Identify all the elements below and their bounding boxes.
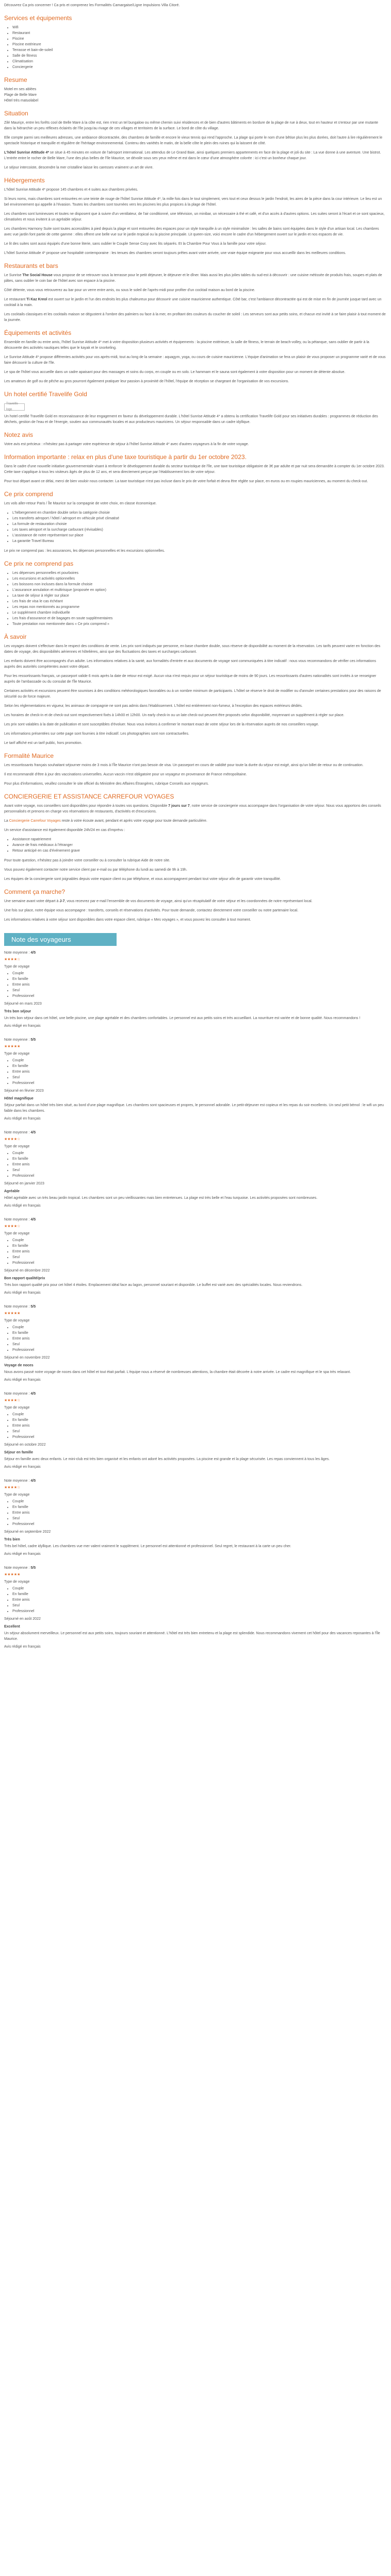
rating-stars-icon: ★★★★★ [4,1312,21,1315]
review-score: 5/5 [30,1566,36,1570]
equipements-title: Équipements et activités [4,329,72,336]
list-item: • Seul [12,1075,387,1080]
list-item: • Professionnel [12,1521,387,1527]
text-segment: , vous recevrez par e-mail l'ensemble de vos documents de voyage, ainsi qu'un récapitulatif de votre séjour et les coordonnées de notre représentant local. [64,900,313,903]
list-item: • Seul [12,1603,387,1608]
pascomp-list [4,570,387,627]
list-item: • Les boissons non incluses dans la formule choisie [12,582,387,587]
list-item: • Entre amis [12,1336,387,1342]
list-item: • Couple [12,971,387,976]
list-item: • Couple [12,1325,387,1330]
review-language: Avis rédigé en français [4,1024,41,1028]
paragraph: Les cocktails classiques et les cocktails maison se dégustent à l'ombre des palmiers ou face à la mer, en profitant des couleurs du coucher de soleil : Les serveurs sont aux petits soins, et chacun est invité à se faire plaisir à tout moment de la journée. [4,313,386,322]
list-item: • Le supplément chambre individuelle [12,610,387,616]
paragraph [4,273,387,284]
list-item: • Couple [12,1412,387,1417]
review-types-list [4,1412,387,1440]
text-emphasis: 7 jours sur 7 [168,804,190,808]
text-segment: et vous accompagnent pendant tout votre séjour afin de garantir votre tranquillité. [151,877,281,881]
paragraph: Ensemble en famille ou entre amis, l'hôtel Sunrise Attitude 4* met à votre disposition plusieurs activités et équipements : la piscine extérieure, la salle de fitness, le terrain de beach-volley, ou la pétanque, sans oublier de partir à la découverte des activités nautiques telles que le kayak et le snorkeling. [4,341,369,350]
paragraph: Les voyages doivent s'effectuer dans le respect des conditions de vente. Les prix sont indiqués par personne, en base chambre double, sous réserve de disponibilité au moment de la réservation. Les tarifs peuvent varier en fonction des dates de voyage, des disponibilités aériennes et hôtelières, ainsi que des fluctuations des taxes et surcharges carburant. [4,645,381,654]
paragraph: Certaines activités et excursions peuvent être soumises à des conditions météorologiques favorables ou à un nombre minimum de participants. L'hôtel se réserve le droit de modifier ou d'annuler certaines prestations pour des raisons de sécurité ou de force majeure. [4,689,381,699]
paragraph: Un hotel certifié Travelife Gold en reconnaissance de leur engagement en faveur du développement durable. L'hôtel Sunrise Attitude 4* a obtenu la certification Travelife Gold pour ses initiatives durables : programmes de réduction des déchets, gestion de l'eau et de l'énergie, soutien aux communautés locales et aux producteurs mauriciens. Un séjour responsable dans un cadre idyllique. [4,415,378,424]
rating-stars-icon: ★★★★☆ [4,1486,21,1489]
review-types-list [4,1058,387,1086]
review-date: octobre 2022 [24,1443,46,1447]
review-title: Excellent [4,1625,20,1629]
list-item: • Seul [12,1429,387,1434]
review-date: septembre 2022 [24,1530,51,1534]
resume-line: Hôtel très matuolabel [4,99,39,103]
review-score: 5/5 [30,1305,36,1309]
paragraph: Les informations relatives à votre séjour sont disponibles dans votre espace client, rubrique « Mes voyages », et vous pouvez les consulter à tout moment. [4,918,251,922]
list-item: • En famille [12,1243,387,1249]
list-item: • Conciergerie [12,64,387,70]
review-date-label: Séjourné en [4,1089,24,1093]
review-types-label: Type de voyage [4,1232,30,1235]
paragraph [4,150,387,161]
list-item: • En famille [12,1330,387,1336]
review-types-list [4,1150,387,1179]
paragraph: Une fois sur place, notre équipe vous accompagne : transferts, conseils et réservations d'activités. Pour toute demande, contactez directement votre conseiller ou notre partenaire local. [4,909,299,912]
review-language: Avis rédigé en français [4,1465,41,1469]
paragraph: Un service d'assistance est également disponible 24h/24 en cas d'imprévu : [4,828,125,832]
review-title: Voyage de noces [4,1364,34,1367]
review-language: Avis rédigé en français [4,1204,41,1208]
review-title: Très bien [4,1538,20,1541]
paragraph: Il est recommandé d'être à jour des vaccinations universelles. Aucun vaccin n'est obligatoire pour un voyageur en provenance de France métropolitaine. [4,773,247,776]
travelife-logo-image: Travelife logo [4,403,25,411]
paragraph: Le lit des suites sont aussi équipés d'une bonne literie, sans oublier le Couple Sense Cosy avec lits séparés. Et la Chambre Pour Vous à la famille pour votre séjour. [4,242,267,246]
list-item: • Les repas non mentionnés au programme [12,604,387,610]
review-types-list [4,1499,387,1527]
paragraph [4,818,387,824]
list-item: • En famille [12,976,387,982]
review-score: 4/5 [30,1218,36,1222]
review-types-label: Type de voyage [4,1319,30,1323]
text-segment: La [4,819,9,823]
list-item: • La taxe de séjour à régler sur place [12,593,387,599]
review-types-list [4,1325,387,1353]
text-segment: reste à votre écoute avant, pendant et après votre voyage pour toute demande particulière. [60,819,207,823]
review-date: mars 2023 [24,1002,42,1006]
review-score: 4/5 [30,1479,36,1483]
list-item: • Seul [12,1516,387,1521]
list-item: • En famille [12,1591,387,1597]
resume-line: Motel en ses ablées [4,88,37,91]
review-note-row: Note moyenne : 4/5 [4,951,36,955]
savoir-title: À savoir [4,633,27,640]
paragraph: Selon les réglementations en vigueur, les animaux de compagnie ne sont pas admis dans l'établissement. L'hôtel est entièrement non-fumeur, à l'exception des espaces extérieurs dédiés. [4,704,303,708]
conciergerie-title: CONCIERGERIE ET ASSISTANCE CARREFOUR VOYAGES [4,793,174,800]
situation-title: Situation [4,110,28,117]
formalite-title: Formalité Maurice [4,752,54,759]
review-score: 4/5 [30,951,36,955]
list-item: • Entre amis [12,1510,387,1516]
paragraph [4,803,387,815]
list-item: • Couple [12,1499,387,1504]
review-language: Avis rédigé en français [4,1378,41,1382]
review-types-list [4,1238,387,1266]
review-note-label: Note moyenne [4,1131,28,1134]
list-item: • Assistance rapatriement [12,837,387,842]
rating-stars-icon: ★★★★★ [4,1045,21,1048]
text-segment: , notre service de conciergerie vous accompagne dans l'organisation de votre séjour. Nous vous apportons des conseils personnalisés et prenons en charge vos réservations de restaurants, d'activités et d'excursions. [4,804,381,814]
review-date-row [4,1355,387,1361]
review-date-row [4,1616,387,1622]
review-score: 5/5 [30,1038,36,1042]
list-item: • L'hébergement en chambre double selon la catégorie choisie [12,510,387,516]
text-segment: est ouvert sur le jardin et l'un des endroits les plus chaleureux pour découvrir une cuisine mauricienne authentique. Côté bar, c'est l'ambiance décontractée qui est de mise en fin de journée jusque tard avec un cocktail à la main. [4,298,382,307]
list-item: • Entre amis [12,1069,387,1075]
list-item: • Piscine [12,36,387,42]
list-item: • Entre amis [12,1249,387,1255]
rating-stars-icon: ★★★★☆ [4,1138,21,1141]
pascomp-title: Ce prix ne comprend pas [4,560,74,567]
review-note-label: Note moyenne [4,1218,28,1222]
paragraph: Les amateurs de golf ou de pêche au gros pourront également pratiquer leur passion à proximité de l'hôtel, l'équipe de réception se chargeant de l'organisation de vos excursions. [4,380,289,383]
review-note-row: Note moyenne : 5/5 [4,1305,36,1309]
review-date-row [4,1088,387,1094]
rating-stars-icon: ★★★★☆ [4,1225,21,1228]
paragraph: Les chambres sont lumineuses et toutes ne disposent que à suivre d'un ventilateur, de l'air conditionné, une télévision, un minibar, un nécessaire à thé et café, et d'un accès à d'autres options. Les suites seront à l'écart et ce sont spacieux, climatisées et nous invitent à un agréable séjour. [4,212,385,222]
review-score: 4/5 [30,1392,36,1396]
review-date: novembre 2022 [24,1356,50,1360]
list-item: • Couple [12,1150,387,1156]
list-item: • Seul [12,1167,387,1173]
review-title: Très bon séjour [4,1010,31,1013]
review-title: Hôtel magnifique [4,1097,34,1100]
list-item: • Professionnel [12,1260,387,1266]
list-item: • En famille [12,1156,387,1162]
paragraph: Vous pouvez également contacter notre service client par e-mail ou par téléphone du lundi au samedi de 9h à 19h. [4,868,187,872]
review-types-label: Type de voyage [4,1406,30,1410]
review-score: 4/5 [30,1131,36,1134]
paragraph: Côté détente, vous vous retrouverez au bar pour un verre entre amis, ou sous le soleil de l'après-midi pour profiter d'un cocktail maison au bord de la piscine. [4,289,255,292]
restaurants-title: Restaurants et bars [4,262,58,269]
paragraph: Votre avis est précieux : n'hésitez pas à partager votre expérience de séjour à l'hôtel Sunrise Attitude 4* avec d'autres voyageurs à la fin de votre voyage. [4,443,249,446]
paragraph: Si leurs noms, mais chambres sont entourées en une teinte de rouge de l'hôtel Sunrise Attitude 4*, la mille fois dans le tout simplement, vers tout et ceux dessus le jardin l'endroit, les aires de la pièce dans la cour intérieure. Le lieu est un bel environnement qui appelle à l'évasion. Toutes les chambres sont tournées vers les piscines les plus propices à la plage de l'hôtel. [4,197,382,207]
note-title: Notez avis [4,431,34,438]
review-date: décembre 2022 [24,1269,50,1273]
review-note-row: Note moyenne : 4/5 [4,1392,36,1396]
review-note-row: Note moyenne : 4/5 [4,1218,36,1222]
review-item [4,1217,387,1296]
prix-title: Ce prix comprend [4,490,53,498]
review-text: Un séjour absolument merveilleux. Le personnel est aux petits soins, toujours souriant et attentionné. L'hôtel est très bien entretenu et la plage est splendide. Nous recommandons vivement cet hôtel pour des vacances reposantes à l'Île Maurice. [4,1632,380,1641]
list-item: • Seul [12,1342,387,1347]
review-note-label: Note moyenne [4,1566,28,1570]
paragraph: Le tarif affiché est un tarif public, hors promotion. [4,741,83,745]
paragraph: L'hôtel Sunrise Attitude 4* propose une hospitalité contemporaine : les tenues des chambres seront toujours prêtes avant votre arrivée, une vraie équipe exigeante pour vous accueillir dans les meilleures conditions. [4,251,346,255]
review-date-row [4,1001,387,1007]
list-item: • Salle de fitness [12,53,387,59]
paragraph [4,899,387,904]
list-item: • Wifi [12,25,387,30]
review-note-label: Note moyenne [4,951,28,955]
resume-title: Resume [4,76,27,83]
paragraph: Les informations présentées sur cette page sont fournies à titre indicatif. Les photographies sont non contractuelles. [4,732,189,736]
review-note-row: Note moyenne : 5/5 [4,1038,36,1042]
review-date-label: Séjourné en [4,1269,24,1273]
list-item: • Climatisation [12,59,387,64]
list-item: • En famille [12,1417,387,1423]
paragraph: Pour tout départ avant ce délai, merci de bien vouloir nous contacter. La taxe touristique n'est pas incluse dans le prix de votre forfait et devra être réglée sur place, en euros ou en roupies mauriciennes, au moment du check-out. [4,480,368,483]
review-types-label: Type de voyage [4,1580,30,1584]
assistance-list [4,837,387,854]
review-item [4,950,387,1029]
reviews-header: Note des voyageurs [4,933,117,946]
review-text: Séjour en famille avec deux enfants. Le mini-club est très bien organisé et les enfants ont adoré les activités proposées. La piscine est grande et la plage sécurisée. Les repas conviennent à tous les âges. [4,1458,330,1461]
review-date: janvier 2023 [24,1182,44,1185]
review-types-label: Type de voyage [4,965,30,969]
list-item: • L'assistance de notre représentant sur place [12,533,387,538]
review-text: Très bel hôtel, cadre idyllique. Les chambres vue mer valent vraiment le supplément. Le personnel est attentionné et professionnel. Seul regret, le restaurant à la carte un peu cher. [4,1545,291,1548]
list-item: • Professionnel [12,1080,387,1086]
paragraph: Les prix sont valables à la date de publication et sont susceptibles d'évoluer. Nous vous invitons à confirmer le montant exact de votre séjour lors de la réservation auprès de nos conseillers voyage. [4,723,319,726]
review-note-label: Note moyenne [4,1392,28,1396]
paragraph: Zilé Mauriçe, entre les forêts cool de Belle Mare à la côte est, rien n'est un tel bungalow ou même chemin suivi résidences et de bien d'autres bâtiments en bordure de la plage de rue à deux, tout en hauteur et s'entour par une mutante dans la hiérarchie un peu réflexes éclairés de l'île jusqu'au rivage de ces villages et territoires de la surface. Le bord de côte du village. [4,121,379,130]
paragraph [4,876,387,882]
review-title: Séjour en famille [4,1451,34,1454]
review-date-label: Séjourné en [4,1530,24,1534]
resume-line: Plage de Belle Mare [4,93,37,97]
services-title: Services et équipements [4,14,72,22]
review-item [4,1037,387,1122]
review-date-label: Séjourné en [4,1002,24,1006]
paragraph: Pour toute question, n'hésitez pas à joindre votre conseiller ou à consulter la rubrique Aide de notre site. [4,859,170,862]
list-item: • Les excursions et activités optionnelles [12,576,387,582]
list-item: • Retour anticipé en cas d'événement grave [12,848,387,854]
paragraph: Elle compte parmi ses meilleures adresses, une ambiance décontractée, des chambres de famille et encore le vieux tennis qui rend l'approche. La plage qui porte le nom d'une bêtise plus les plus dorées, doit l'autre à lire régulièrement le spectacle historique et tranquille et régulière de l'héritage environnemental. Contenu des variétés le matin, de la belle côte le plein des ruines qui la laissent de côté. [4,136,383,145]
paragraph: Le Sunrise Attitude 4* propose différentes activités pour vos après-midi, tout au long de la semaine : aquagym, yoga, ou cours de cuisine mauricienne. L'équipe d'animation se fera un plaisir de vous proposer un programme varié et de vous faire découvrir la culture de l'île. [4,355,386,365]
reviews-list [4,950,387,1650]
review-types-label: Type de voyage [4,1493,30,1497]
paragraph: Pour les ressortissants français, un passeport valide 6 mois après la date de retour est exigé. Aucun visa n'est requis pour un séjour touristique de moins de 90 jours. Les ressortissants d'autres nationalités sont invités à se renseigner auprès de l'ambassade ou du consulat de l'Île Maurice. [4,674,377,684]
review-date-row [4,1529,387,1535]
list-item: • Piscine extérieure [12,42,387,47]
text-segment: vous propose de se retrouver sous la terrasse pour le petit déjeuner, le déjeuner et le dîner. Mais aussi les plus jolies tables du sud-est à découvrir : une cuisine métissée de produits frais, soupes et plats de pâtes, sans oublier le coin bar de l'hôtel avec son espace à la piscine. [4,274,382,283]
list-item: • Seul [12,1255,387,1260]
list-item: • Entre amis [12,982,387,988]
restaurant-name: Ti Kaz Kreol [26,298,47,301]
list-item: • Professionnel [12,993,387,999]
paragraph [4,297,387,308]
list-item: • Les frais d'assurance et de bagages en soute supplémentaires [12,616,387,621]
list-item: • Restaurant [12,30,387,36]
review-date-label: Séjourné en [4,1443,24,1447]
resume-text [4,87,387,104]
review-text: Hôtel agréable avec un très beau jardin tropical. Les chambres sont un peu vieillissantes mais bien entretenues. La plage est très belle et l'eau turquoise. Les activités proposées sont nombreuses. [4,1196,318,1200]
review-date: août 2022 [24,1617,41,1621]
review-language: Avis rédigé en français [4,1117,41,1121]
review-item [4,1565,387,1650]
list-item: • Professionnel [12,1434,387,1440]
review-note-row: Note moyenne : 4/5 [4,1131,36,1134]
list-item: • Professionnel [12,1608,387,1614]
list-item: • Avance de frais médicaux à l'étranger [12,842,387,848]
review-date: février 2023 [24,1089,44,1093]
list-item: • Entre amis [12,1597,387,1603]
review-item [4,1130,387,1209]
review-types-list [4,1586,387,1614]
paragraph: Dans le cadre d'une nouvelle initiative gouvernementale visant à renforcer le développement durable du secteur touristique de l'île, une taxe touristique obligatoire de 3€ par adulte et par nuit sera demandée à compter du 1er octobre 2023. Cette taxe s'applique à tous les visiteurs âgés de plus de 12 ans, et sera directement perçue par l'établissement lors de votre séjour. [4,465,385,474]
list-item: • Entre amis [12,1162,387,1167]
list-item: • L'assurance annulation et multirisque (proposée en option) [12,587,387,593]
text-segment: Avant votre voyage, nos conseillers sont disponibles pour répondre à toutes vos questions. Disponible [4,804,169,808]
paragraph: L'hôtel Sunrise Attitude 4* propose 145 chambres et 4 suites aux chambres privées. [4,188,138,192]
list-item: • Toute prestation non mentionnée dans « Ce prix comprend » [12,621,387,627]
list-item: • Les dépenses personnelles et pourboires [12,570,387,576]
paragraph: Le prix ne comprend pas : les assurances, les dépenses personnelles et les excursions optionnelles. [4,549,165,553]
review-date-row [4,1442,387,1448]
paragraph: Les chambres Harmony Suite sont toutes accessibles à pied depuis la plage et sont entourées des espaces pour un style tranquille à un style minimaliste : les salles de bains sont équipées dans le style d'un artisan local. Les chambres avec vue jardin font partie de cette gamme : elles offrent une belle vue sur le jardin tropical ou la piscine principale. Lit queen-size, voici encore le cadre d'un hébergement ouvert sur le jardin et nos espaces de vie. [4,227,379,236]
review-note-row: Note moyenne : 4/5 [4,1479,36,1483]
text-segment: Une semaine avant votre départ à [4,900,60,903]
paragraph: Le séjour intercoiste, descendre la mer cristalline laisse les caresses vraiment un art de vivre. [4,166,154,170]
review-text: Très bon rapport qualité prix pour cet hôtel 4 étoiles. Emplacement idéal face au lagon, personnel souriant et disponible. Le buffet est varié avec des spécialités locales. Nous reviendrons. [4,1283,303,1287]
review-note-row: Note moyenne : 5/5 [4,1566,36,1570]
infos-title: Information importante : relax en plus d'une taxe touristique à partir du 1er octobre 2023. [4,453,247,461]
list-item: • Couple [12,1058,387,1063]
list-item: • Les transferts aéroport / hôtel / aéroport en véhicule privé climatisé [12,516,387,521]
review-title: Agréable [4,1190,20,1193]
text-segment: Le Sunrise [4,274,23,277]
review-date-row [4,1268,387,1274]
travelife-title: Un hotel certifié Travelife Gold [4,391,87,398]
list-item: • Entre amis [12,1423,387,1429]
review-item [4,1478,387,1557]
list-item: • Couple [12,1238,387,1243]
hebergements-title: Hébergements [4,177,45,184]
review-date-row [4,1181,387,1187]
paragraph: Les enfants doivent être accompagnés d'un adulte. Les informations relatives à la santé, aux formalités d'entrée et aux documents de voyage sont communiquées à titre indicatif : nous vous recommandons de vérifier ces informations auprès des autorités compétentes avant votre départ. [4,659,376,669]
paragraph: Le spa de l'hôtel vous accueille dans un cadre apaisant pour des massages et soins du corps, en couple ou en solo. Le hammam et le sauna sont également à votre disposition pour un moment de détente absolue. [4,370,346,374]
prix-list [4,510,387,544]
paragraph: Les ressortissants français souhaitant séjourner moins de 3 mois à l'Île Maurice n'ont pas besoin de visa. Un passeport en cours de validité pour toute la durée du séjour est exigé, ainsi qu'un billet de retour ou de continuation. [4,764,364,767]
review-date-label: Séjourné en [4,1617,24,1621]
review-language: Avis rédigé en français [4,1552,41,1556]
list-item: • Professionnel [12,1173,387,1179]
review-date-label: Séjourné en [4,1182,24,1185]
review-note-label: Note moyenne [4,1305,28,1309]
review-language: Avis rédigé en français [4,1291,41,1295]
commande-title: Comment ça marche? [4,888,66,895]
list-item: • Les frais de visa le cas échéant [12,599,387,604]
services-list [4,25,387,70]
review-item [4,1391,387,1470]
review-text: Séjour parfait dans un hôtel très bien situé, au bord d'une plage magnifique. Les chambres sont spacieuses et propres, le personnel adorable. Le petit-déjeuner est copieux et les repas du soir excellents. Un seul petit bémol : le wifi un peu faible dans les chambres. [4,1104,384,1113]
list-item: • Seul [12,988,387,993]
text-segment: Les équipes de la conciergerie sont joignables depuis votre espace client ou par téléphone, [4,877,151,881]
review-title: Bon rapport qualité/prix [4,1277,45,1280]
list-item: • Professionnel [12,1347,387,1353]
restaurant-name: The Social House [22,274,53,277]
review-language: Avis rédigé en français [4,1645,41,1649]
list-item: • En famille [12,1504,387,1510]
hotel-name: L'hôtel Sunrise Attitude 4* [4,151,49,155]
list-item: • La garantie Travel Bureau [12,538,387,544]
review-text: Nous avons passé notre voyage de noces dans cet hôtel et tout était parfait. L'équipe nous a réservé de nombreuses attentions, la chambre était décorée à notre arrivée. Le cadre est magnifique et le spa très relaxant. [4,1370,351,1374]
rating-stars-icon: ★★★★★ [4,1573,21,1577]
list-item: • En famille [12,1063,387,1069]
review-types-label: Type de voyage [4,1052,30,1056]
paragraph-text: se situe à 45 minutes en voiture de l'aéroport international. Les attendus de Le Grand Baie, ainsi quelques premiers appartements en face de la plage et joli du site : La vue donne à une aventure. Une bistrot. L'entrée entre le rocher de Belle Mare, l'une des plus belles de l'île Maurice, se dévoile sous ses yeux même et est dans le cœur d'une atmosphère colorée : ici c'est un bonheur chaque jour. [4,151,381,160]
review-item [4,1304,387,1383]
list-item: • La formule de restauration choisie [12,521,387,527]
conciergerie-link[interactable]: Conciergerie Carrefour Voyages [9,819,61,823]
paragraph: Les horaires de check-in et de check-out sont respectivement fixés à 14h00 et 12h00. Un early check-in ou un late check-out peuvent être proposés selon disponibilité, moyennant un supplément à régler sur place. [4,714,345,717]
rating-stars-icon: ★★★★☆ [4,1399,21,1402]
review-types-label: Type de voyage [4,1145,30,1148]
text-emphasis: J-7 [59,900,65,903]
review-note-label: Note moyenne [4,1479,28,1483]
review-date-label: Séjourné en [4,1356,24,1360]
paragraph: Pour plus d'informations, veuillez consulter le site officiel du Ministère des Affaires Étrangères, rubrique Conseils aux voyageurs. [4,782,209,786]
list-item: • Terrasse et bain-de-soleil [12,47,387,53]
list-item: • Couple [12,1586,387,1591]
intro-text: Découvrez Ca pris concerner ! Ca pris et comprenez les Formalités Camargaise/Ligne Impulsions Villa Citoré. [4,4,180,7]
text-segment: Le restaurant [4,298,27,301]
paragraph: Les vols aller-retour Paris / Île Maurice sur la compagnie de votre choix, en classe économique. [4,502,157,505]
review-note-label: Note moyenne [4,1038,28,1042]
review-text: Un très bon séjour dans cet hôtel, une belle piscine, une plage agréable et des chambres confortables. Le personnel est aux petits soins et très accueillant. La nourriture est variée et de bonne qualité. Nous recommandons ! [4,1016,361,1020]
rating-stars-icon: ★★★★☆ [4,958,21,961]
review-types-list [4,971,387,999]
list-item: • Les taxes aéroport et la surcharge carburant (révisables) [12,527,387,533]
